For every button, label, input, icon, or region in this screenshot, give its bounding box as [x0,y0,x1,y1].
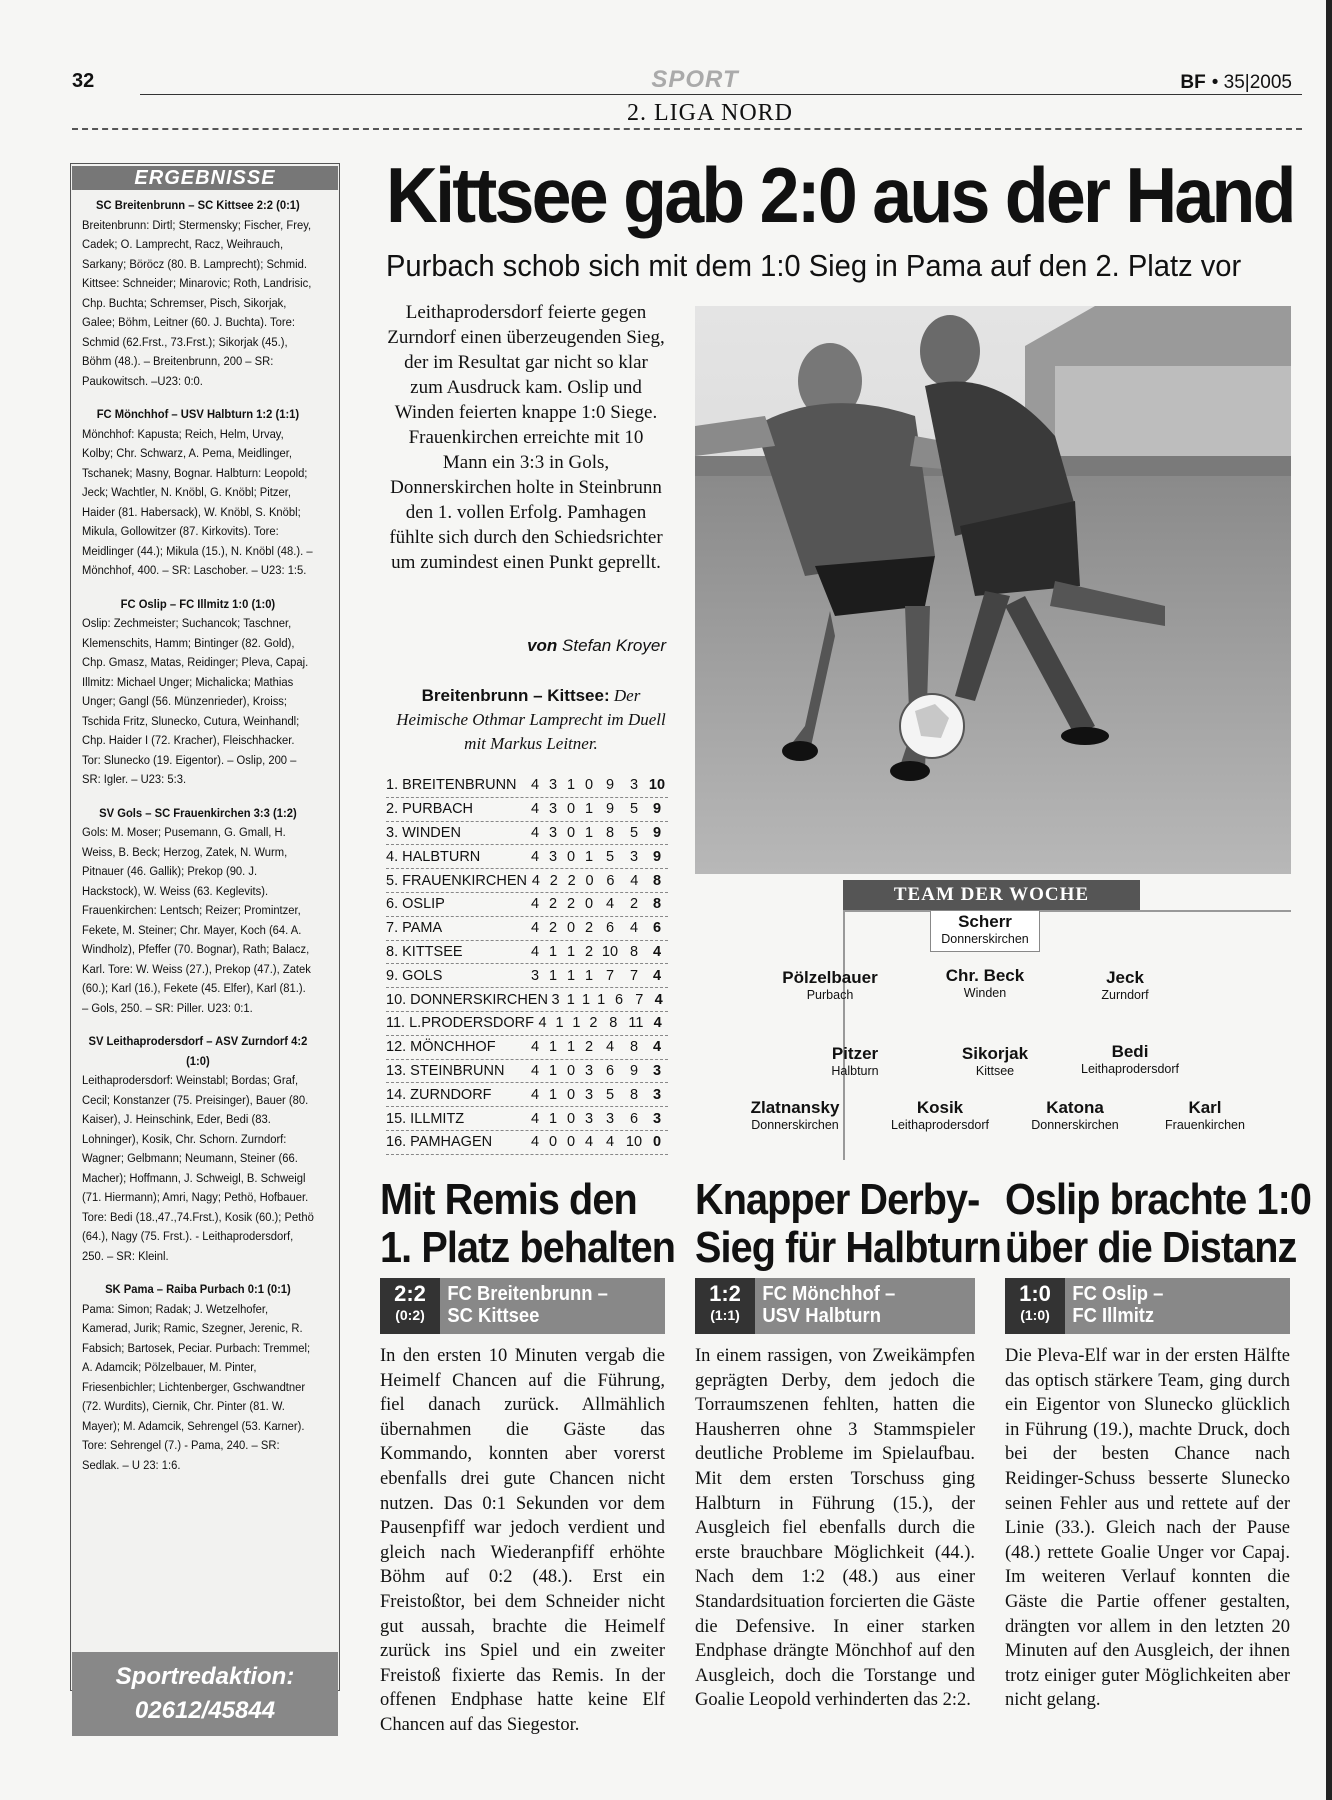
table-cell-draws: 1 [566,943,576,960]
table-cell-goals-against: 8 [629,943,639,960]
table-cell-losses: 0 [585,872,594,889]
table-cell-team-name: 16. PAMHAGEN [386,1134,493,1151]
result-title: SV Gols – SC Frauenkirchen 3:3 (1:2) [99,805,297,820]
table-cell-draws: 0 [566,848,576,865]
table-cell-draws: 0 [566,1086,576,1103]
table-cell-goals-against: 9 [629,1062,639,1079]
player-name: Bedi [1111,1042,1149,1061]
player-club: Winden [963,986,1007,1000]
result-lineup: Gols: M. Moser; Pusemann, G. Gmall, H. Weiss, B. Beck; Herzog, Zatek, N. Wurm, Pitnauer (46. Gallik); Prekop (90. J. Hackstock), W. Weiss (63. Keglevits). Frauenkirchen: Lentsch; Reizer; Promintzer, Fekete, M. Steiner; Chr. Mayer, Koch (64. A. Windholz), Pfeffer (70. Bognar), Rath; Balacz, Karl. Tore: W. Weiss (27.), Prekop (47.), Zatek (60.); Karl (16.), Fekete (45. Elfer), Karl (81.). – Gols, 250. – SR: Piller. U23: 0:1. [82,825,311,1015]
table-cell-wins: 2 [548,920,558,937]
table-cell-team-name: 15. ILLMITZ [386,1110,465,1127]
table-cell-points: 6 [652,920,662,937]
player-scherr [930,912,1040,947]
table-cell-wins: 1 [548,1039,558,1056]
table-cell-games: 4 [530,1134,540,1151]
score-bar [380,1278,665,1334]
report-headline-1: Mit Remis den [380,1175,637,1224]
table-cell-wins: 0 [548,1134,558,1151]
table-row [386,988,668,1012]
table-cell-team-name: 12. MÖNCHHOF [386,1039,496,1056]
table-cell-points: 0 [652,1134,662,1151]
caption-text: Der Heimische Othmar Lamprecht im Duell mit Markus Leitner. [396,686,666,753]
player-name: Pitzer [831,1044,879,1063]
report-headline-2: über die Distanz [1005,1223,1297,1272]
table-cell-wins: 1 [548,1110,558,1127]
table-cell-losses: 2 [589,1015,598,1032]
table-cell-goals-for: 8 [609,1015,618,1032]
table-row [386,1083,668,1107]
report-breitenbrunn [380,1175,675,1738]
table-cell-draws: 1 [581,991,591,1008]
result-item [82,804,314,1019]
result-lineup: Pama: Simon; Radak; J. Wetzelhofer, Kamerad, Jurik; Ramic, Szegner, Jerenic, R. Fabsich; Bartosek, Peciar. Purbach: Tremmel; A. Adamcik; Pölzelbauer, M. Pinter, Friesenbichler; Lichtenberger, Gschwandtner (72. Wurdits), Ciernik, Chr. Pinter (81. W. Mayer); M. Adamcik, Sehrengel (53. Karner). Tore: Sehrengel (7.) - Pama, 240. – SR: Sedlak. – U 23: 1:6. [82,1301,311,1472]
player-name: Kosik [916,1098,964,1117]
report-text: In einem rassigen, von Zweikämpfen geprägten Derby, dem jedoch die Torraumszenen fehlten, hatten die Hausherren ohne 3 Stammspieler deutliche Probleme im Spielaufbau. Mit dem ersten Torschuss ging Halbturn in Führung (15.), der Ausgleich fiel ebenfalls durch die erste brauchbare Möglichkeit (44.). Nach dem 1:2 (48.) aus einer Standardsituation forcierten die Gäste die Defensive. In einer starken Endphase drängte Mönchhof auf den Ausgleich, doch die Torstange und Goalie Leopold verhinderten das 2:2. [695,1346,975,1711]
table-cell-losses: 2 [584,920,594,937]
table-cell-games: 3 [551,991,560,1008]
section-title: SPORT [651,66,739,93]
header-rule [140,94,1302,95]
table-row [386,845,668,869]
table-cell-goals-against: 2 [629,896,639,913]
score [1005,1278,1065,1334]
header-dashed-rule [72,128,1302,130]
report-headline-2: Sieg für Halbturn [695,1223,1001,1272]
table-cell-wins: 2 [549,872,558,889]
table-cell-goals-for: 9 [605,801,615,818]
score-final: 1:2 [709,1281,741,1306]
table-cell-draws: 2 [567,872,576,889]
table-cell-losses: 4 [584,1134,594,1151]
team-der-woche-title: TEAM DER WOCHE [843,880,1140,910]
table-cell-wins: 3 [548,824,558,841]
score-half: (1:1) [710,1307,740,1323]
table-cell-goals-against: 7 [629,967,639,984]
table-cell-points: 9 [652,848,662,865]
table-cell-goals-against: 7 [635,991,644,1008]
table-cell-team-name: 14. ZURNDORF [386,1086,492,1103]
table-cell-team-name: 11. L.PRODERSDORF [386,1015,534,1032]
table-row [386,869,668,893]
table-cell-draws: 0 [566,920,576,937]
report-text: Die Pleva-Elf war in der ersten Hälfte das optisch stärkere Team, ging durch ein Eigentor von Slunecko glücklich in Führung (19.), machte Druck, doch bei der besten Chance nach Reidinger-Schuss besserte Slunecko seinen Fehler aus und rettete auf der Linie (33.). Gleich nach der Pause (48.) rettete Goalie Unger vor Capaj. Im weiteren Verlauf konnten die Gäste die Partie offener gestalten, drängten vor allem in den letzten 20 Minuten auf den Ausgleich, der ihnen trotz einiger guter Möglichkeiten aber nicht gelang. [1005,1346,1290,1711]
result-title: SK Pama – Raiba Purbach 0:1 (0:1) [105,1282,291,1296]
table-cell-wins: 1 [566,991,575,1008]
table-cell-draws: 1 [566,777,576,794]
player-jeck [1070,968,1180,1003]
table-cell-games: 4 [530,896,540,913]
author-prefix: von [527,636,558,655]
table-cell-wins: 3 [548,848,558,865]
table-cell-games: 4 [530,920,540,937]
table-cell-wins: 1 [555,1015,564,1032]
table-cell-goals-for: 8 [605,824,615,841]
sportredaktion-contact [72,1652,338,1736]
score-half: (0:2) [395,1307,425,1323]
table-cell-losses: 1 [584,801,594,818]
table-cell-team-name: 6. OSLIP [386,896,445,913]
table-cell-goals-against: 4 [630,872,639,889]
player-name: Chr. Beck [945,966,1025,985]
player-club: Halbturn [831,1064,879,1078]
teams [1065,1278,1272,1334]
table-cell-draws: 0 [566,1062,576,1079]
table-cell-goals-against: 3 [629,848,639,865]
league-title: 2. LIGA NORD [627,100,793,126]
player-club: Donnerskirchen [941,932,1029,946]
player-karl [1140,1098,1270,1133]
player-zlatnansky [730,1098,860,1133]
result-item [82,196,314,391]
team-2: SC Kittsee [447,1305,540,1327]
table-cell-losses: 3 [584,1086,594,1103]
photo-caption [386,684,676,756]
table-cell-goals-against: 10 [625,1134,643,1151]
table-cell-games: 4 [530,777,540,794]
table-cell-team-name: 4. HALBTURN [386,848,481,865]
table-cell-goals-for: 5 [605,848,615,865]
result-title: FC Oslip – FC Illmitz 1:0 (1:0) [120,596,276,611]
table-cell-wins: 1 [548,1086,558,1103]
table-cell-points: 10 [648,777,666,794]
table-cell-losses: 1 [597,991,606,1008]
table-cell-draws: 2 [566,896,576,913]
player-pitzer [800,1044,910,1079]
issue-info: BF • 35|2005 [1180,72,1292,93]
player-club: Frauenkirchen [1165,1118,1245,1132]
result-title: SC Breitenbrunn – SC Kittsee 2:2 (0:1) [96,198,300,212]
table-cell-goals-for: 6 [605,920,615,937]
result-lineup: Leithaprodersdorf: Weinstabl; Bordas; Graf, Cecil; Konstanzer (75. Preisinger), Bauer (80. Kaiser), J. Heinschink, Eder, Bedi (83. Lohninger), Kosik, Chr. Schorn. Zurndorf: Wagner; Gelbmann; Neumann, Steiner (66. Macher); Hoffmann, J. Schweigl, B. Schweigl (71. Hiermann); Amri, Nagy; Pethö, Hofbauer. Tore: Bedi (18.,47.,74.Frst.), Kosik (60.); Pethö (64.), Nagy (75. Frst.). - Leithaprodersdorf, 250. – SR: Kleinl. [82,1073,314,1263]
table-cell-wins: 1 [548,1062,558,1079]
table-cell-team-name: 3. WINDEN [386,824,461,841]
table-cell-points: 9 [652,824,662,841]
table-cell-losses: 0 [584,896,594,913]
report-headline-1: Knapper Derby- [695,1175,980,1224]
match-photo [695,306,1291,874]
table-cell-losses: 2 [584,1039,594,1056]
table-cell-team-name: 1. BREITENBRUNN [386,777,517,794]
table-cell-games: 4 [530,824,540,841]
table-cell-games: 3 [530,967,540,984]
results-list [82,196,314,1489]
table-cell-losses: 0 [584,777,594,794]
table-row [386,1060,668,1084]
result-item [82,1032,314,1266]
table-cell-games: 4 [530,801,540,818]
table-cell-games: 4 [530,1110,540,1127]
result-title: FC Mönchhof – USV Halbturn 1:2 (1:1) [96,407,300,421]
report-text: In den ersten 10 Minuten vergab die Heimelf Chancen auf die Führung, fiel danach zurück. Allmählich übernahmen die Gäste das Kommando, konnten aber vorerst ebenfalls drei gute Chancen nicht nutzen. Das 0:1 Sekunden vor dem Pausenpfiff war jedoch verdient und gleich nach Wiederanpfiff erhöhte Böhm auf 0:2 (48.). Erst ein Freistoßtor, bei dem Schneider nicht gut aussah, brachte die Heimelf zurück ins Spiel und ein zweiter Freistoß fixierte das Remis. In der offenen Endphase hatte keine Elf Chancen auf das Siegestor. [380,1346,665,1735]
table-cell-draws: 0 [566,1110,576,1127]
table-row [386,1036,668,1060]
contact-phone: 02612/45844 [134,1697,276,1724]
table-cell-team-name: 5. FRAUENKIRCHEN [386,872,527,889]
table-cell-games: 4 [530,1062,540,1079]
table-row [386,1107,668,1131]
team-2: USV Halbturn [762,1305,881,1327]
main-subheadline: Purbach schob sich mit dem 1:0 Sieg in Pama auf den 2. Platz vor [386,248,1242,283]
table-cell-team-name: 7. PAMA [386,920,443,937]
player-club: Donnerskirchen [1031,1118,1119,1132]
player-name: Pölzelbauer [782,968,878,987]
score-bar [1005,1278,1290,1334]
table-cell-goals-for: 9 [605,777,615,794]
team-1: FC Oslip – [1072,1283,1164,1305]
table-cell-goals-for: 7 [605,967,615,984]
table-cell-draws: 0 [566,1134,576,1151]
table-row [386,798,668,822]
table-cell-goals-for: 5 [605,1086,615,1103]
score-final: 1:0 [1019,1281,1051,1306]
table-cell-goals-against: 11 [628,1015,644,1032]
player-club: Donnerskirchen [751,1118,839,1132]
table-cell-wins: 1 [548,967,558,984]
table-cell-games: 4 [531,872,540,889]
table-row [386,964,668,988]
result-item [82,1280,314,1475]
table-cell-team-name: 13. STEINBRUNN [386,1062,505,1079]
table-cell-goals-for: 4 [605,896,615,913]
player-poelzelbauer [770,968,890,1003]
table-cell-goals-for: 6 [614,991,624,1008]
result-lineup: Oslip: Zechmeister; Suchancok; Taschner, Klemenschits, Hamm; Bintinger (82. Gold), Chp. Gmasz, Matas, Reidinger; Pleva, Capaj. Illmitz: Michael Unger; Michalicka; Mathias Unger; Gangl (56. Münzenrieder), Kroiss; Tschida Fritz, Slunecko, Cutura, Weinhandl; Chp. Haider I (72. Kracher), Fleischhacker. Tor: Slunecko (19. Eigentor). – Oslip, 200 – SR: Igler. – U23: 5:3. [82,616,309,786]
table-cell-points: 4 [652,967,662,984]
table-cell-points: 4 [653,1015,662,1032]
result-lineup: Breitenbrunn: Dirtl; Stermensky; Fischer, Frey, Cadek; O. Lamprecht, Racz, Weihrauch, Sarkany; Böröcz (80. B. Lamprecht); Schmid. Kittsee: Schneider; Minarovic; Roth, Landrisic, Chp. Buchta; Schremser, Pisch, Sikorjak, Galee; Böhm, Leitner (60. J. Buchta). Tore: Schmid (62.Frst., 73.Frst.); Sikorjak (45.), Böhm (48.). – Breitenbrunn, 200 – SR: Paukowitsch. –U23: 0:0. [82,217,312,388]
table-cell-wins: 1 [548,943,558,960]
table-cell-points: 8 [653,872,662,889]
table-cell-goals-for: 4 [605,1134,615,1151]
author-line [386,636,666,656]
table-row [386,917,668,941]
contact-label: Sportredaktion: [115,1663,295,1690]
issue-number: 35|2005 [1223,72,1292,93]
player-bedi [1060,1042,1200,1077]
author-name: Stefan Kroyer [562,636,666,655]
table-cell-wins: 3 [548,801,558,818]
table-cell-draws: 0 [566,824,576,841]
table-cell-goals-against: 8 [629,1086,639,1103]
page-number: 32 [72,70,95,92]
table-cell-games: 4 [530,1086,540,1103]
results-title: ERGEBNISSE [72,166,338,190]
table-cell-goals-for: 10 [601,943,619,960]
player-club: Purbach [806,988,854,1002]
table-cell-draws: 1 [572,1015,581,1032]
table-cell-goals-against: 5 [629,824,639,841]
photo-illustration [695,306,1291,874]
player-name: Karl [1188,1098,1222,1117]
table-cell-team-name: 2. PURBACH [386,801,474,818]
table-cell-team-name: 10. DONNERSKIRCHEN [386,991,548,1008]
teams [440,1278,647,1334]
table-cell-games: 4 [530,1039,540,1056]
table-cell-losses: 1 [584,848,594,865]
main-headline: Kittsee gab 2:0 aus der Hand [386,151,1294,239]
result-item [82,405,314,581]
table-row [386,822,668,846]
score [380,1278,440,1334]
report-moenchhof [695,1175,1001,1713]
table-cell-points: 4 [652,1039,662,1056]
score-half: (1:0) [1020,1307,1050,1323]
table-cell-losses: 2 [584,943,594,960]
table-cell-points: 4 [654,991,663,1008]
table-cell-wins: 2 [548,896,558,913]
player-sikorjak [940,1044,1050,1079]
table-row [386,1131,668,1155]
table-cell-goals-against: 5 [629,801,639,818]
table-cell-points: 3 [652,1062,662,1079]
player-name: Katona [1046,1098,1104,1117]
report-headline-1: Oslip brachte 1:0 [1005,1175,1312,1224]
table-cell-losses: 1 [584,967,594,984]
table-cell-goals-for: 3 [605,1110,615,1127]
score-bar [695,1278,975,1334]
article-intro: Leithaprodersdorf feierte gegen Zurndorf einen überzeugenden Sieg, der im Resultat gar nicht so klar zum Ausdruck kam. Oslip und Winden feierten knappe 1:0 Siege. Frauenkirchen erreichte mit 10 Mann ein 3:3 in Gols, Donnerskirchen holte in Steinbrunn den 1. vollen Erfolg. Pamhagen fühlte sich durch den Schiedsrichter um zumindest einen Punkt geprellt. [387,302,665,573]
table-cell-team-name: 9. GOLS [386,967,443,984]
table-cell-goals-against: 4 [629,920,639,937]
table-cell-losses: 3 [584,1110,594,1127]
table-row [386,774,668,798]
table-cell-games: 4 [538,1015,547,1032]
result-item [82,595,314,790]
table-cell-goals-against: 3 [629,777,639,794]
table-cell-wins: 3 [548,777,558,794]
player-club: Zurndorf [1101,988,1149,1002]
player-club: Leithaprodersdorf [1081,1062,1179,1076]
team-2: FC Illmitz [1072,1305,1155,1327]
table-row [386,941,668,965]
table-cell-losses: 3 [584,1062,594,1079]
player-katona [1010,1098,1140,1133]
table-cell-games: 4 [530,848,540,865]
table-cell-team-name: 8. KITTSEE [386,943,463,960]
table-cell-goals-for: 4 [605,1039,615,1056]
paper-name: BF [1180,72,1206,93]
player-name: Scherr [958,912,1012,931]
teams [755,1278,957,1334]
table-row [386,1012,668,1036]
table-cell-points: 4 [652,943,662,960]
table-cell-draws: 1 [566,967,576,984]
table-cell-points: 9 [652,801,662,818]
player-beck [930,966,1040,1001]
score [695,1278,755,1334]
player-club: Kittsee [975,1064,1015,1078]
caption-bold: Breitenbrunn – Kittsee: [421,686,610,705]
table-row [386,893,668,917]
table-cell-goals-for: 6 [605,1062,615,1079]
table-cell-goals-against: 8 [629,1039,639,1056]
player-kosik [870,1098,1010,1133]
player-name: Zlatnansky [750,1098,840,1117]
table-cell-draws: 1 [566,1039,576,1056]
scan-edge [1326,0,1332,1800]
table-cell-points: 8 [652,896,662,913]
report-headline-2: 1. Platz behalten [380,1223,675,1272]
score-final: 2:2 [394,1281,426,1306]
report-oslip [1005,1175,1312,1713]
table-cell-losses: 1 [584,824,594,841]
table-cell-points: 3 [652,1086,662,1103]
player-name: Sikorjak [961,1044,1029,1063]
player-name: Jeck [1106,968,1144,987]
result-lineup: Mönchhof: Kapusta; Reich, Helm, Urvay, Kolby; Chr. Schwarz, A. Pema, Meidlinger, Tschanek; Masny, Bognar. Halbturn: Leopold; Jeck; Wachtler, N. Knöbl, G. Knöbl; Pitzer, Haider (81. Habersack), W. Knöbl, S. Knöbl; Mikula, Gollowitzer (87. Kirkovits). Tore: Meidlinger (44.); Mikula (15.), N. Knöbl (48.). – Mönchhof, 400. – SR: Laschober. – U23: 1:5. [82,426,313,577]
table-cell-draws: 0 [566,801,576,818]
table-cell-goals-for: 6 [606,872,615,889]
result-title: SV Leithaprodersdorf – ASV Zurndorf 4:2 (1:0) [88,1034,308,1068]
team-1: FC Breitenbrunn – [447,1283,608,1305]
table-cell-games: 4 [530,943,540,960]
league-table [386,774,668,1155]
player-club: Leithaprodersdorf [891,1118,989,1132]
team-1: FC Mönchhof – [762,1283,896,1305]
table-cell-goals-against: 6 [629,1110,639,1127]
table-cell-points: 3 [652,1110,662,1127]
